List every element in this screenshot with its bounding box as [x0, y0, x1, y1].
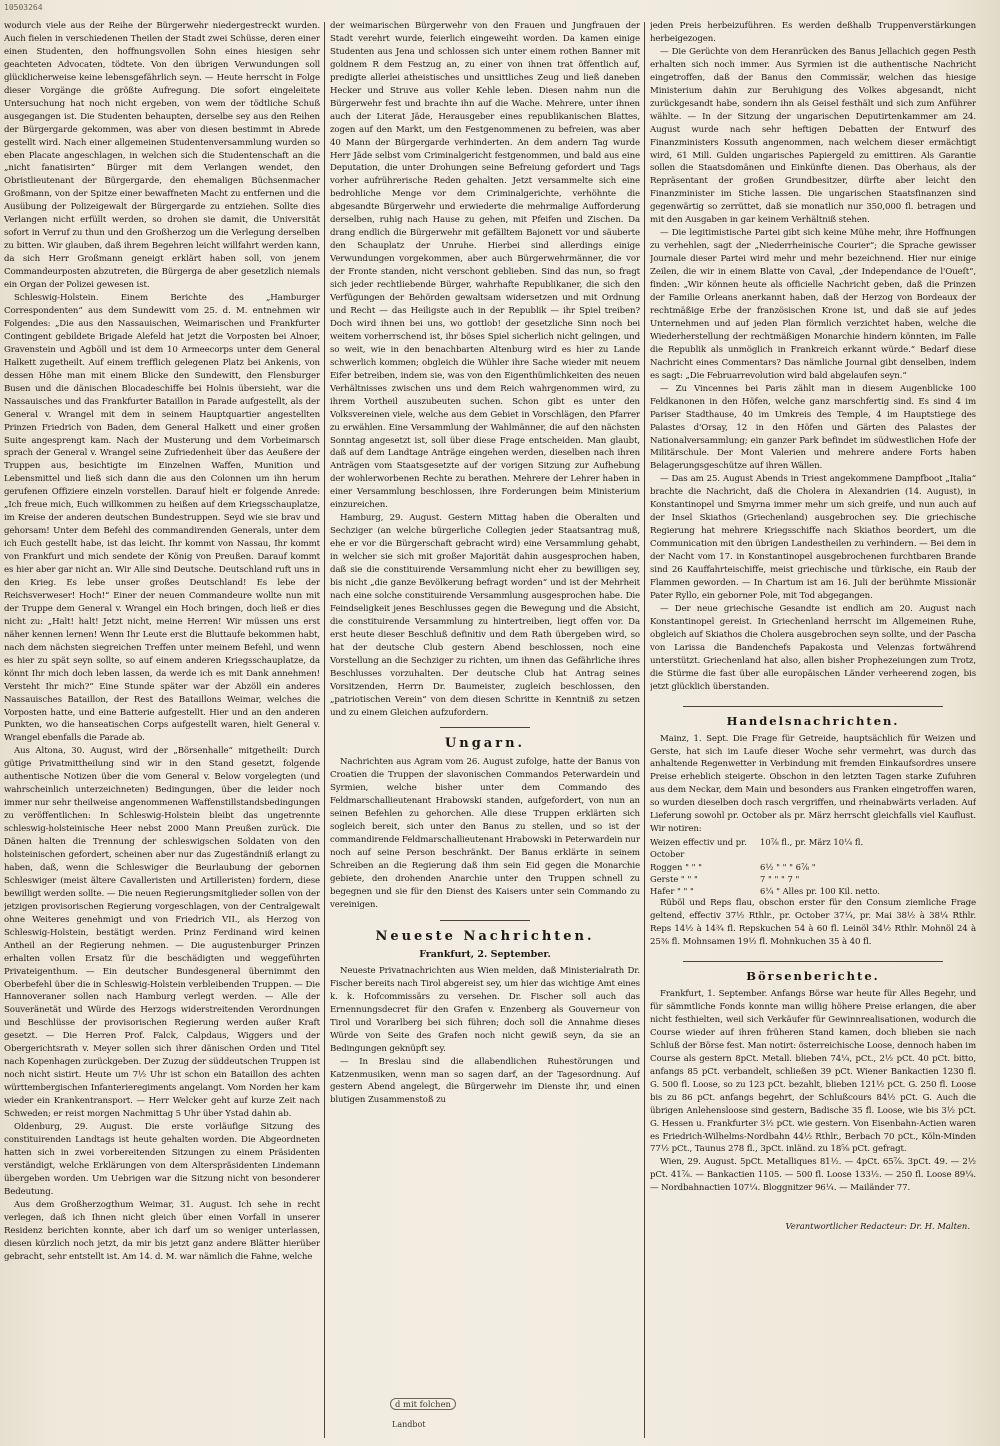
section-divider: [440, 727, 530, 728]
article-paragraph: der weimarischen Bürgerwehr von den Frauen und Jungfrauen der Stadt verehrt wurde, feierlich eingeweiht worden. Da kamen einige Studenten aus Jena und schlossen sich unter einem rothen Banner mit goldnem R dem Festzug an, zu einer von ihnen trat öffentlich auf, predigte allerlei atheistisches und unsittliches Zeug und ließ daneben Hecker und Struve aus voller Kehle leben. Diesen nahm nun die Bürgerwehr fest und brachte ihn auf die Wache. Mehrere, unter ihnen auch der Literat Jäde, Herausgeber eines republikanischen Blattes, zogen auf den Markt, um den Festgenommenen zu befreien, was aber 40 Mann der Bürgergarde verhinderten. An dem andern Tag wurde Herr Jäde selbst vom Criminalgericht festgenommen, und bald aus eine Deputation, die unter Drohungen seine Befreiung gefordert und Tags vorher aufrührerische Reden gehalten. Jetzt versammelte sich eine bedrohliche Menge vor dem Criminalgerichte, verhöhnte die abgesandte Bürgerwehr und erwiederte die mehrmalige Aufforderung derselben, ruhig nach Hause zu gehen, mit Pfeifen und Zischen. Da drang endlich die Bürgerwehr mit gefälltem Bajonett vor und säuberte den Schauplatz der Unruhe. Hierbei sind allerdings einige Verwundungen vorgekommen, aber auch Bürgerwehrmänner, die vor der Fronte standen, nicht verschont geblieben. Sind das nun, so fragt sich jeder rechtliebende Bürger, wahrhafte Republikaner, die sich den Verfügungen der Behörden gewaltsam widersetzen und mit Ordnung und Recht — das Heiligste auch in der Republik — ihr Spiel treiben? Doch wird ihnen bei uns, wo gottlob! der gesetzliche Sinn noch bei weitem vorherrschend ist, ihr böses Spiel sicherlich nicht gelingen, und so weit, wie in den benachbarten Altenburg wird es hier zu Lande schwerlich kommen; obgleich die Wühler ihre Sache wieder mit neuem Eifer betreiben, indem sie, was von den Eigenthümlichkeiten des neuen Verhältnisses zwischen uns und dem Reich wahrgenommen wird, zu ihrem Vortheil auszubeuten suchen. Schon gibt es unter den Volksvereinen viele, welche aus dem Gebiet in Vorschlägen, den Pfarrer zu erwählen. Eine Versammlung der Wahlmänner, die auf den nächsten Sonntag angesetzt ist, soll über diese Frage entscheiden. Man glaubt, daß auf dem Landtage Anträge eingehen werden, dieselben nach ihren Anträgen vom Staatsgesetzte auf der vorigen Sitzung zur Aufhebung der wohlerworbenen Rechte zu berathen. Mehrere der Lehrer haben in einer Versammlung beschlossen, ihre Forderungen beim Ministerium einzureichen.: [330, 21, 640, 511]
article-paragraph: — Das am 25. August Abends in Triest angekommene Dampfboot „Italia“ brachte die Nachricht, daß die Cholera in Alexandrien (14. August), in Konstantinopel und Smyrna immer mehr um sich greife, und nun auch auf der Insel Skiathos (Griechenland) ausgebrochen sey. Die griechische Regierung hat mehrere Kriegsschiffe nach Skiathos beordert, um die Communication mit den übrigen Landestheilen zu verhindern. — Bei dem in der Nacht vom 17. in Konstantinopel ausgebrochenen furchtbaren Brande sind 26 Kauffahrteischiffe, meist griechische und türkische, ein Raub der Flammen geworden. — In Chartum ist am 16. Juli der berühmte Missionär Pater Ryllo, ein geborner Pole, mit Tod abgegangen.: [650, 474, 976, 601]
article-paragraph: Mainz, 1. Sept. Die Frage für Getreide, hauptsächlich für Weizen und Gerste, hat sich im Laufe dieser Woche sehr vermehrt, was durch das anhaltende Regenwetter in Verbindung mit fremden Einkaufsordres unsere Preise erheblich steigerte. Obschon in den letzten Tagen starke Zufuhren aus dem Neckar, dem Main und besonders aus Franken eingetroffen waren, so wurden dieselben doch rasch vergriffen, und rheinabwärts verladen. Auf Lieferung sowohl pr. October als pr. März herrscht gleichfalls viel Kauflust. Wir notiren:: [650, 733, 976, 835]
price-table: [650, 836, 976, 897]
article-paragraph: Nachrichten aus Agram vom 26. August zufolge, hatte der Banus von Croatien die Truppen der slavonischen Commandos Peterwardein und Syrmien, welche bisher unter dem Commando des Feldmarschallieutenant Hrabowski standen, aufgefordert, von nun an seinen Befehlen zu gehorchen. Alle diese Truppen erklärten sich sogleich bereit, sich unter den Banus zu stellen, und so ist der commandirende Feldmarschallieutenant Hrabowski in Peterwardein nur noch auf seine Person beschränkt. Der Banus erklärte in seinem Schreiben an die Regierung daß ihm sein Eid gegen die Monarchie gebiete, den drohenden Anarchie unter den Truppen schnell zu begegnen und sie für den Dienst des Kaisers unter sein Commando zu vereinigen.: [330, 757, 640, 910]
article-paragraph: wodurch viele aus der Reihe der Bürgerwehr niedergestreckt wurden. Auch fielen in verschiedenen Theilen der Stadt zwei Schüsse, deren einer einen Studenten, den hoffnungsvollen Sohn eines hiesigen sehr geachteten Advocaten, tödtete. Von den übrigen Verwundungen soll glücklicherweise keine lebensgefährlich seyn. — Heute herrscht in Folge dieser Vorgänge die größte Aufregung. Die sofort eingeleitete Untersuchung hat noch nicht ergeben, von wem der tödtliche Schuß ausgegangen ist. Die Studenten behaupten, derselbe sey aus den Reihen der Bürgergarde gekommen, was aber von diesen bestimmt in Abrede gestellt wird. Nach einer allgemeinen Studentenversammlung wurden so eben Placate angeschlagen, in welchen sich die Studentenschaft an die „nicht fanatisirten“ Bürger mit dem Verlangen wendet, den Obristlieutenant der Bürgergarde, den ehemaligen Büchsenmacher Großmann, von der Spitze einer bewaffneten Macht zu entfernen und die Ausübung der Polizeigewalt der Bürgergarde zu entziehen. Sollte dies Verlangen nicht erfüllt werden, so drohen sie damit, die Universität sofort in Verruf zu thun und den Großherzog um die Verlegung derselben zu bitten. Wir glauben, daß ihrem Begehren leicht willfahrt werden kann, da sich Herr Großmann geneigt erklärt haben soll, von jenem Commandeurposten abzutreten, die Bürgerga de aber gesetzlich niemals ein Organ der Polizei gewesen ist.: [4, 21, 320, 291]
editor-signature: Verantwortlicher Redacteur: Dr. H. Malten.: [785, 1221, 970, 1232]
column-2: [330, 20, 640, 1438]
price-value: 6½ " " " 6⅞ ": [760, 861, 816, 872]
price-row: [650, 861, 976, 873]
article-paragraph: Neueste Privatnachrichten aus Wien melden, daß Ministerialrath Dr. Fischer bereits nach Tirol abgereist sey, um hier das wichtige Amt eines k. k. Hofcommissärs zu versehen. Dr. Fischer soll auch das Ernennungsdecret für den Grafen v. Enzenberg als Gouverneur von Tirol und Vorarlberg bei sich führen; doch soll die Annahme dieses Würde von Seite des Grafen noch nicht gewiß seyn, da sie an Bedingungen geknüpft sey.: [330, 965, 640, 1054]
section-title-handel: Handelsnachrichten.: [726, 713, 900, 728]
article-paragraph: jeden Preis herbeizuführen. Es werden deßhalb Truppenverstärkungen herbeigezogen.: [650, 21, 976, 44]
column-rule-right: [644, 22, 645, 1438]
article-paragraph: — Die Gerüchte von dem Heranrücken des Banus Jellachich gegen Pesth erhalten sich noch immer. Aus Syrmien ist die authentische Nachricht eingetroffen, daß der Banus den Commissär, welchen das hiesige Ministerium dahin zur Beruhigung des Volkes abgesandt, nicht zurückgesandt habe, sondern ihn als Geisel festhält und sich zum Anführer wählte. — In der Sitzung der ungarischen Deputirtenkammer am 24. August wurde nach sehr heftigen Debatten der Entwurf des Finanzministers Kossuth angenommen, nach welchem dieser ermächtigt wird, 61 Mill. Gulden ungarisches Papiergeld zu emittiren. Als Garantie sollen die Staatsdomänen und Einkünfte dienen. Das Oberhaus, als der Repräsentant der großen Grundbesitzer, dürfte aber leicht den Finanzminister im Stiche lassen. Die ungarischen Staatsfinanzen sind gegenwärtig so zerrüttet, daß sie monatlich nur 350,000 fl. betragen und mit den Ausgaben in gar keinem Verhältniß stehen.: [650, 46, 976, 226]
article-paragraph: — Die legitimistische Partei gibt sich keine Mühe mehr, ihre Hoffnungen zu verhehlen, sagt der „Niederrheinische Courier“; die Sprache gewisser Journale dieser Partei wird mehr und mehr bezeichnend. Hier nur einige Zeilen, die wir in einem Blatte von Caval, „der Independance de l'Oueſt“, finden: „Wir können heute als officielle Nachricht geben, daß die Prinzen der Familie Orleans anerkannt haben, daß der Herzog von Bordeaux der rechtmäßige Erbe der französischen Krone ist, und daß sie auf jedes Unternehmen und auf jeden Plan förmlich verzichtet haben, welche die Wiederherstellung der rechtmäßigen Monarchie hindern könnten, im Falle die Republik als unmöglich in Frankreich erkannt würde.“ Bedarf diese Nachricht eines Commentars? Das nämliche Journal gibt denselben, indem es sagt: „Die Februarrevolution wird bald abgelaufen seyn.“: [650, 228, 976, 381]
price-row: [650, 836, 976, 860]
article-paragraph: Oldenburg, 29. August. Die erste vorläufige Sitzung des constituirenden Landtags ist heute gehalten worden. Die Abgeordneten hatten sich in zwei vorbereitenden Sitzungen zu einem Präsidenten verständigt, welche Erklärungen von dem Alterspräsidenten Lindemann übergeben worden. Um Uebrigen war die Sitzung nicht von besonderer Bedeutung.: [4, 1122, 320, 1197]
price-value: 10⅞ fl., pr. März 10¼ fl.: [760, 837, 864, 848]
column-3: [650, 20, 976, 1438]
bottom-stamp-text: Landbot: [392, 1420, 426, 1429]
article-paragraph: — Der neue griechische Gesandte ist endlich am 20. August nach Konstantinopel gereist. In Griechenland herrscht im Allgemeinen Ruhe, obgleich auf Skiathos die Cholera ausgebrochen seyn sollte, und der Pascha von Larissa die Bandenchefs Papakosta und Velenzas fortwährend unterstützt. Griechenland hat also, allen bisher Prophezeiungen zum Trotz, die Stürme die fast über alle europäischen Länder verheerend zogen, bis jetzt glücklich überstanden.: [650, 603, 976, 692]
bottom-stamp: d mit folchen: [390, 1398, 456, 1410]
article-paragraph: Hamburg, 29. August. Gestern Mittag haben die Oberalten und Sechziger (an welche bürgerliche Collegien jeder Staatsantrag muß, ehe er vor die Bürgerschaft gebracht wird) eine Versammlung gehabt, in welcher sie sich mit großer Majorität dahin ausgesprochen haben, daß sie die constituirende Versammlung nicht eher zu bewilligen sey, bis nicht „die ganze Bevölkerung befragt worden“ und ist der Mehrheit nach eine solche constituirende Versammlung ausgesprochen habe. Die Feindseligkeit jenes Beschlusses gegen die Bewegung und die Absicht, die constituirende Versammlung zu hintertreiben, liegt offen vor. Da erst heute dieser Beschluß definitiv und dem Rath übergeben wird, so hat der deutsche Club gestern Abend beschlossen, noch eine Vorstellung an die Sechziger zu richten, um ihnen das Gefährliche ihres Beschlusses vorzuhalten. Der deutsche Club hat Antrag seines Vorsitzenden, Herrn Dr. Baumeister, zugleich beschlossen, den „patriotischen Verein“ von dem diesen Schritte in Kenntniß zu setzen und zu einem Gleichen aufzufordern.: [330, 513, 640, 718]
section-title-ungarn: Ungarn.: [444, 736, 526, 752]
dateline: Frankfurt, 2. September.: [419, 948, 551, 960]
price-row: [650, 885, 976, 897]
column-rule-left: [324, 22, 325, 1438]
page-id: 10503264: [4, 3, 43, 12]
column-1: [4, 20, 320, 1438]
article-paragraph: Schleswig-Holstein. Einem Berichte des „Hamburger Correspondenten“ aus dem Sundewitt vom 25. d. M. entnehmen wir Folgendes: „Die aus den Nassauischen, Weimarischen und Frankfurter Contingent gebildete Brigade Alefeld hat jetzt die Vorposten bei Alnoer, Gravenstein und Agböll und ist dem 10 Armeecorps unter dem General Halkett zugetheilt. Auf einem trefflich gelegenen Platz bei Ankenis, von dessen Höhe man mit einem Blicke den Sundewitt, den Flensburger Busen und die dänischen Blocadeschiffe bei Holnis übersieht, war die Nassauisches und das Frankfurter Bataillon in Parade aufgestellt, als der General v. Wrangel mit dem in seinem Hauptquartier angestellten Prinzen Friedrich von Baden, dem General Halkett und einer großen Suite angesprengt kam. Nach der Musterung und dem Vorbeimarsch sprach der General v. Wrangel seine Zufriedenheit über das Aeußere der Truppen aus, besichtigte im Einzelnen Waffen, Munition und Lebensmittel und ließ sich dann die aus den Colonnen um ihn herum gerufenen Offiziere einzeln vorstellen. Darauf hielt er folgende Anrede: „Ich freue mich, Euch willkommen zu heißen auf dem Kriegsschauplatze, im Kreise der anderen deutschen Bundestruppen. Seyd wie sie brav und gehorsam! Unter dem Befehl des commandirenden Generals, unter dem ich Euch gestellt habe, ist das leicht. Ihr kommt von Nassau, Ihr kommt von Frankfurt und mich sendete der König von Preußen. Darauf kommt es hier aber gar nicht an. Wir Alle sind Deutsche. Deutschland ruft uns in den Krieg. Es lebe unser großes Deutschland! Es lebe der Reichsverweser! Hoch!“ Einer der neuen Commandeure wollte nun mit der Truppe dem General v. Wrangel ein Hoch bringen, doch ließ er dies nicht zu: „Halt! halt! Jetzt nicht, meine Herren! Wir müssen uns erst näher kennen lernen! Wenn Ihr Leute erst die Bluttaufe bekommen habt, nach dem nächsten siegreichen Treffen unter meinem Befehl, und wenn es hier zu spät seyn sollte, so auf einem anderen Kriegsschauplatze, da könnt Ihr mich doch leben lassen, da werde ich es mit Dank annehmen! Versteht Ihr mich?“ Eine Stunde später war der Abzöll ein anderes Nassauisches Bataillon, der Rest des Bataillons Weimar, welches die Vorposten hatte, und eine Batterie aufgestellt. Hier und an den anderen Punkten, wo die hanseatischen Corps aufgestellt waren, hielt General v. Wrangel ebenfalls die Parade ab.: [4, 293, 320, 744]
section-title-boerse: Börsenberichte.: [746, 969, 880, 984]
article-paragraph: Aus Altona, 30. August, wird der „Börsenhalle“ mitgetheilt: Durch gütige Privatmittheilung sind wir in den Stand gesetzt, folgende authentische Notizen über die vom General v. Below vorgelegten (und wahrscheinlich unterzeichneten) Bedingungen, über die leider noch immer nur sehr theilweise angenommenen Waffenstillstandsbedingungen zu veröffentlichen: In Schleswig-Holstein bleibt das ungetrennte schleswig-holsteinische Heer nebst 2000 Mann Preußen zurück. Die Dänen halten die Trennung der schleswigschen Soldaten von den holsteinischen gefordert, scheinen aber nur das Zugeständniß erlangt zu haben, daß, wenn die Schleswiger die Beurlaubung der gebornen Schleswiger (meist ältere Cavalleristen und Artilleristen) fordern, diese bewilligt werden sollte. — Die neuen Regierungsmitglieder sollen von der jetzigen provisorischen Regierung vorgeschlagen, von der Centralgewalt ohne Weiteres genehmigt und von Friedrich VII., als Herzog von Schleswig-Holstein, bestätigt werden. Prinz Ferdinand wird keinen Antheil an der Regierung nehmen. — Die augustenburger Prinzen erhalten vollen Ersatz für die beschädigten und weggeführten Privateigenthum. — Ein deutscher Bundesgeneral übernimmt den Oberbefehl über die in Schleswig-Holstein verbleibenden Truppen. — Die Hannoveraner sollen nach Hamburg verlegt werden. — Alle der Souveränetät und Würde des Herzogs widerstreitenden Verordnungen und Beschlüsse der provisorischen Regierung werden außer Kraft gesetzt. — Die Herren Prof. Falck, Calpdaus, Wiggers und der Obergerichtsrath v. Meyer sollen sich ihrer dänischen Orden und Titel nach Kopenhagen zurückgeben. Der Zuzug der süddeutschen Truppen ist noch nicht sistirt. Heute um 7½ Uhr ist schon ein Bataillon des achten württembergischen Infanterieregiments angelangt. Vom Norden her kam wieder ein Krankentransport. — Herr Welcker geht auf kurze Zeit nach Schweden; er reist morgen Nachmittag 5 Uhr über Ystad dahin ab.: [4, 746, 320, 1120]
article-paragraph: — Zu Vincennes bei Paris zählt man in diesem Augenblicke 100 Feldkanonen in den Höfen, welche ganz marschfertig sind. Es sind 4 im Pariser Stadthause, 40 im Umkreis des Temple, 4 im Hauptstiege des Palastes d'Orsay, 12 in den Höfen und Gärten des Palastes der Nationalversammlung; ein ganzer Park befindet im südwestlichen Hofe der Militärschule. Der Mont Valerien und mehrere andere Forts haben Belagerungsgeschütze auf ihren Wällen.: [650, 383, 976, 472]
price-value: 7 " " " 7 ": [760, 873, 800, 884]
price-row: [650, 873, 976, 885]
article-paragraph: Wien, 29. August. 5pCt. Metalliques 81½. — 4pCt. 65⅞. 3pCt. 49. — 2½ pCt. 41⅞. — Bankactien 1105. — 500 fl. Loose 133½. — 250 fl. Loose 89¼. — Nordbahnactien 107¼. Bloggnitzer 96¼. — Mailänder 77.: [650, 1157, 976, 1194]
section-divider: [683, 961, 943, 962]
price-commodity: Roggen " " ": [650, 861, 702, 872]
price-value: 6¼ " Alles pr. 100 Kil. netto.: [760, 886, 880, 896]
article-paragraph: — In Breslau sind die allabendlichen Ruhestörungen und Katzenmusiken, wenn man so sagen darf, an der Tagesordnung. Auf gestern Abend angelegt, die Bürgerwehr im Dienste ihr, und einen blutigen Zusammenstoß zu: [330, 1056, 640, 1106]
price-commodity: Hafer " " ": [650, 886, 694, 896]
price-commodity: Weizen effectiv und pr. October: [650, 837, 747, 860]
price-commodity: Gerste " " ": [650, 873, 698, 884]
article-paragraph: Frankfurt, 1. September. Anfangs Börse war heute für Alles Begehr, und für sämmtliche Fonds konnte man willig höhere Preise erlangen, die aber nicht festhielten, weil sich Verkäufer für Gewinnrealisationen, wodurch die Course wieder auf ihren früheren Stand kamen, doch blieben sie nach Schluß der Börse fest. Man notirt: österreichische Loose, dennoch haben im Course als gestern 8pCt. Metall. blieben 74¼, pCt., 2½ pCt. 40 pCt. bitto, anfangs 85 pCt. verbandelt, schließen 39 pCt. Wiener Bankactien 1230 fl. G. 500 fl. Loose, so zu 123 pCt. bezahlt, blieben 121½ pCt. G. 250 fl. Loose bis zu 86 pCt. anfangs begehrt, der Schlußcours 84½ pCt. G. Auch die übrigen Anlehensloose sind gestern, Badische 35 fl. Loose, wie bis 3½ pCt. G. Hessen u. Frankfurter 3½ pCt. wie gestern. Von Eisenbahn-Actien waren es Friedrich-Wilhelms-Nordbahn 44½ Rthlr., Berbach 70 pCt., Köln-Minden 77½ pCt., Taunus 278 fl., 3pCt. inländ. zu 18⅝ pCt. gefragt.: [650, 989, 976, 1155]
section-title-neueste: Neueste Nachrichten.: [375, 928, 595, 944]
section-divider: [683, 706, 943, 707]
section-divider: [440, 920, 530, 921]
article-paragraph: Rüböl und Reps flau, obschon erster für den Consum ziemliche Frage geltend, effectiv 37½ Rthlr., pr. October 37¼, pr. Mai 38½ à 38¼ Rthlr. Reps 14½ à 14¾ fl. Repskuchen 54 à 60 fl. Leinöl 34½ Rthlr. Mohnöl 24 à 25⅜ fl. Mohnsamen 19½ fl. Mohnkuchen 35 à 40 fl.: [650, 898, 976, 948]
article-paragraph: Aus dem Großherzogthum Weimar, 31. August. Ich sehe in recht verlegen, daß ich Ihnen nicht gleich über einen Vorfall in unserer Residenz berichten konnte, aber ich darf um so weniger unterlassen, diesen kürzlich noch jetzt, da mir bis jetzt ganz andere Blätter hierüber gebracht, sehr entstellt ist. Am 14. d. M. war nämlich die Fahne, welche: [4, 1199, 320, 1262]
